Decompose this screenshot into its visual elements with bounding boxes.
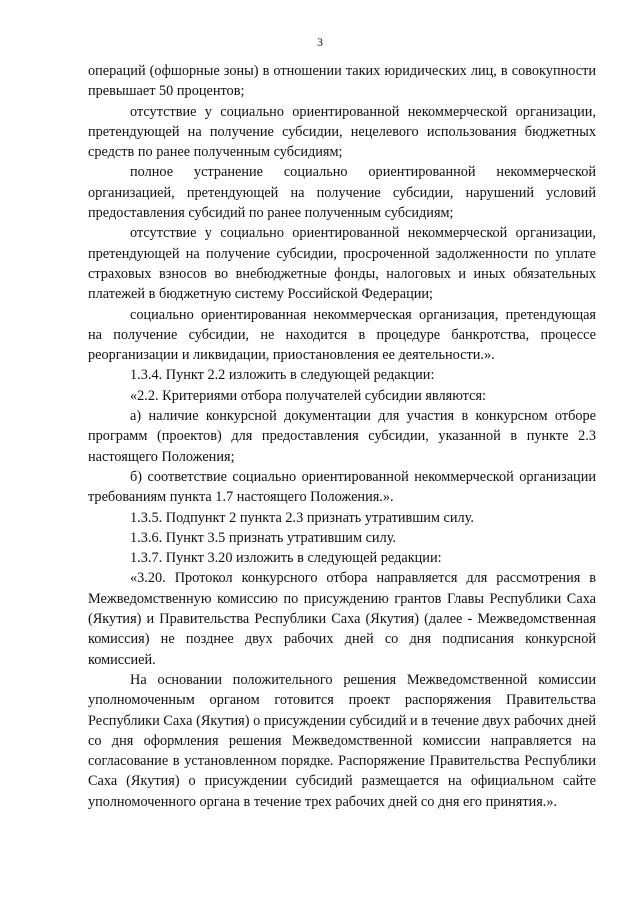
paragraph-clause-3-20: «3.20. Протокол конкурсного отбора направляется для рассмотрения в Межведомственную комиссию по присуждению грантов Главы Республики Саха (Якутия) и Правительства Республики Саха (Якутия) (далее - Межведомственная комиссия) не позднее двух рабочих дней со дня подписания конкурсной комиссией. xyxy=(88,570,596,668)
paragraph-item-1-3-5: 1.3.5. Подпункт 2 пункта 2.3 признать утратившим силу. xyxy=(130,509,474,526)
paragraph-commission-decision: На основании положительного решения Межведомственной комиссии уполномоченным органом готовится проект распоряжения Правительства Республики Саха (Якутия) о присуждении субсидий и в течение двух рабочих дней со дня оформления решения Межведомственной комиссии направляется на согласование в установленном порядке. Распоряжение Правительства Республики Саха (Якутия) о присуждении субсидий размещается на официальном сайте уполномоченного органа в течение трех рабочих дней со дня его принятия.». xyxy=(88,671,596,810)
paragraph-criterion-a: а) наличие конкурсной документации для участия в конкурсном отборе программ (проектов) для предоставления субсидии, указанной в пункте 2.3 настоящего Положения; xyxy=(88,408,596,465)
paragraph-item-1-3-6: 1.3.6. Пункт 3.5 признать утратившим силу. xyxy=(130,529,397,546)
document-body xyxy=(88,61,596,812)
paragraph-offshore-continuation: операций (офшорные зоны) в отношении таких юридических лиц, в совокупности превышает 50 процентов; xyxy=(88,63,596,100)
paragraph-not-bankrupt: социально ориентированная некоммерческая организация, претендующая на получение субсидии, не находится в процедуре банкротства, процессе реорганизации и ликвидации, приостановления ее деятельности.». xyxy=(88,306,596,364)
page-number: 3 xyxy=(317,37,323,49)
paragraph-clause-2-2: «2.2. Критериями отбора получателей субсидии являются: xyxy=(130,387,486,404)
paragraph-criterion-b: б) соответствие социально ориентированной некоммерческой организации требованиям пункта 1.7 настоящего Положения.». xyxy=(88,468,596,506)
paragraph-no-misuse: отсутствие у социально ориентированной некоммерческой организации, претендующей на получение субсидии, нецелевого использования бюджетных средств по ранее полученным субсидиям; xyxy=(88,103,596,161)
paragraph-item-1-3-4: 1.3.4. Пункт 2.2 изложить в следующей редакции: xyxy=(130,367,435,384)
paragraph-violations-eliminated: полное устранение социально ориентированной некоммерческой организацией, претендующей на получение субсидии, нарушений условий предоставления субсидий по ранее полученным субсидиям; xyxy=(88,164,596,222)
paragraph-no-arrears: отсутствие у социально ориентированной некоммерческой организации, претендующей на получение субсидии, просроченной задолженности по уплате страховых взносов во внебюджетные фонды, налоговых и иных обязательных платежей в бюджетную систему Российской Федерации; xyxy=(88,225,596,303)
paragraph-item-1-3-7: 1.3.7. Пункт 3.20 изложить в следующей редакции: xyxy=(130,550,442,567)
